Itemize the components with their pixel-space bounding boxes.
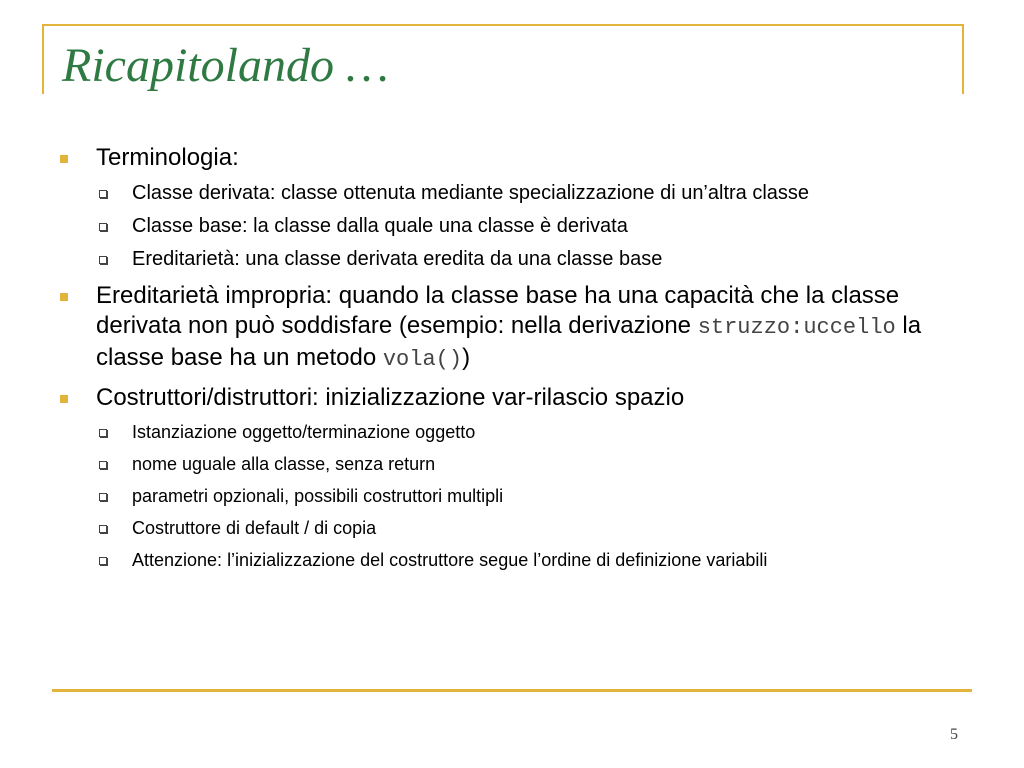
bullet-text-end: ): [462, 344, 471, 371]
square-bullet-icon: [60, 155, 68, 163]
bullet-terminologia: [60, 143, 970, 273]
sub-item-text: Ereditarietà: una classe derivata eredita da una classe base: [132, 248, 663, 270]
frame-top-line: [42, 24, 964, 26]
hollow-square-bullet-icon: [99, 525, 107, 533]
square-bullet-icon: [60, 293, 68, 301]
frame-left-line: [42, 24, 44, 94]
sub-item: [96, 419, 970, 445]
sub-list: [96, 419, 970, 573]
square-bullet-icon: [60, 395, 68, 403]
sub-item: [96, 245, 970, 273]
hollow-square-bullet-icon: [99, 461, 107, 469]
footer-line: [52, 689, 972, 692]
slide-content: [60, 143, 970, 581]
hollow-square-bullet-icon: [99, 557, 107, 565]
hollow-square-bullet-icon: [99, 256, 107, 264]
code-vola: vola(): [382, 347, 463, 372]
hollow-square-bullet-icon: [99, 223, 107, 231]
hollow-square-bullet-icon: [99, 190, 107, 198]
sub-item-text: Attenzione: l’inizializzazione del costruttore segue l’ordine di definizione variabili: [132, 550, 768, 570]
bullet-text: Costruttori/distruttori: inizializzazione var-rilascio spazio: [96, 384, 685, 411]
hollow-square-bullet-icon: [99, 493, 107, 501]
bullet-text-middle: la classe base ha un metodo: [96, 312, 922, 371]
sub-item: [96, 179, 970, 207]
bullet-text: Ereditarietà impropria: quando la classe base ha una capacità che la classe derivata non può soddisfare (esempio: nella derivazione: [96, 282, 900, 339]
sub-item-text: Classe base: la classe dalla quale una classe è derivata: [132, 215, 628, 237]
sub-item-text: parametri opzionali, possibili costruttori multipli: [132, 486, 504, 506]
bullet-costruttori: [60, 383, 970, 573]
page-number: 5: [950, 726, 958, 743]
sub-item: [96, 212, 970, 240]
sub-item-text: Costruttore di default / di copia: [132, 518, 377, 538]
sub-item: [96, 547, 970, 573]
sub-list: [96, 179, 970, 273]
sub-item-text: nome uguale alla classe, senza return: [132, 454, 436, 474]
bullet-list: [60, 143, 970, 573]
bullet-ereditarieta-impropria: [60, 281, 970, 375]
sub-item: [96, 515, 970, 541]
bullet-text: Terminologia:: [96, 144, 239, 171]
slide-title: Ricapitolando …: [62, 39, 389, 92]
hollow-square-bullet-icon: [99, 429, 107, 437]
sub-item: [96, 451, 970, 477]
code-struzzo-uccello: struzzo:uccello: [697, 315, 896, 340]
sub-item-text: Classe derivata: classe ottenuta mediante specializzazione di un’altra classe: [132, 182, 810, 204]
frame-right-line: [962, 24, 964, 94]
sub-item-text: Istanziazione oggetto/terminazione oggetto: [132, 422, 476, 442]
sub-item: [96, 483, 970, 509]
